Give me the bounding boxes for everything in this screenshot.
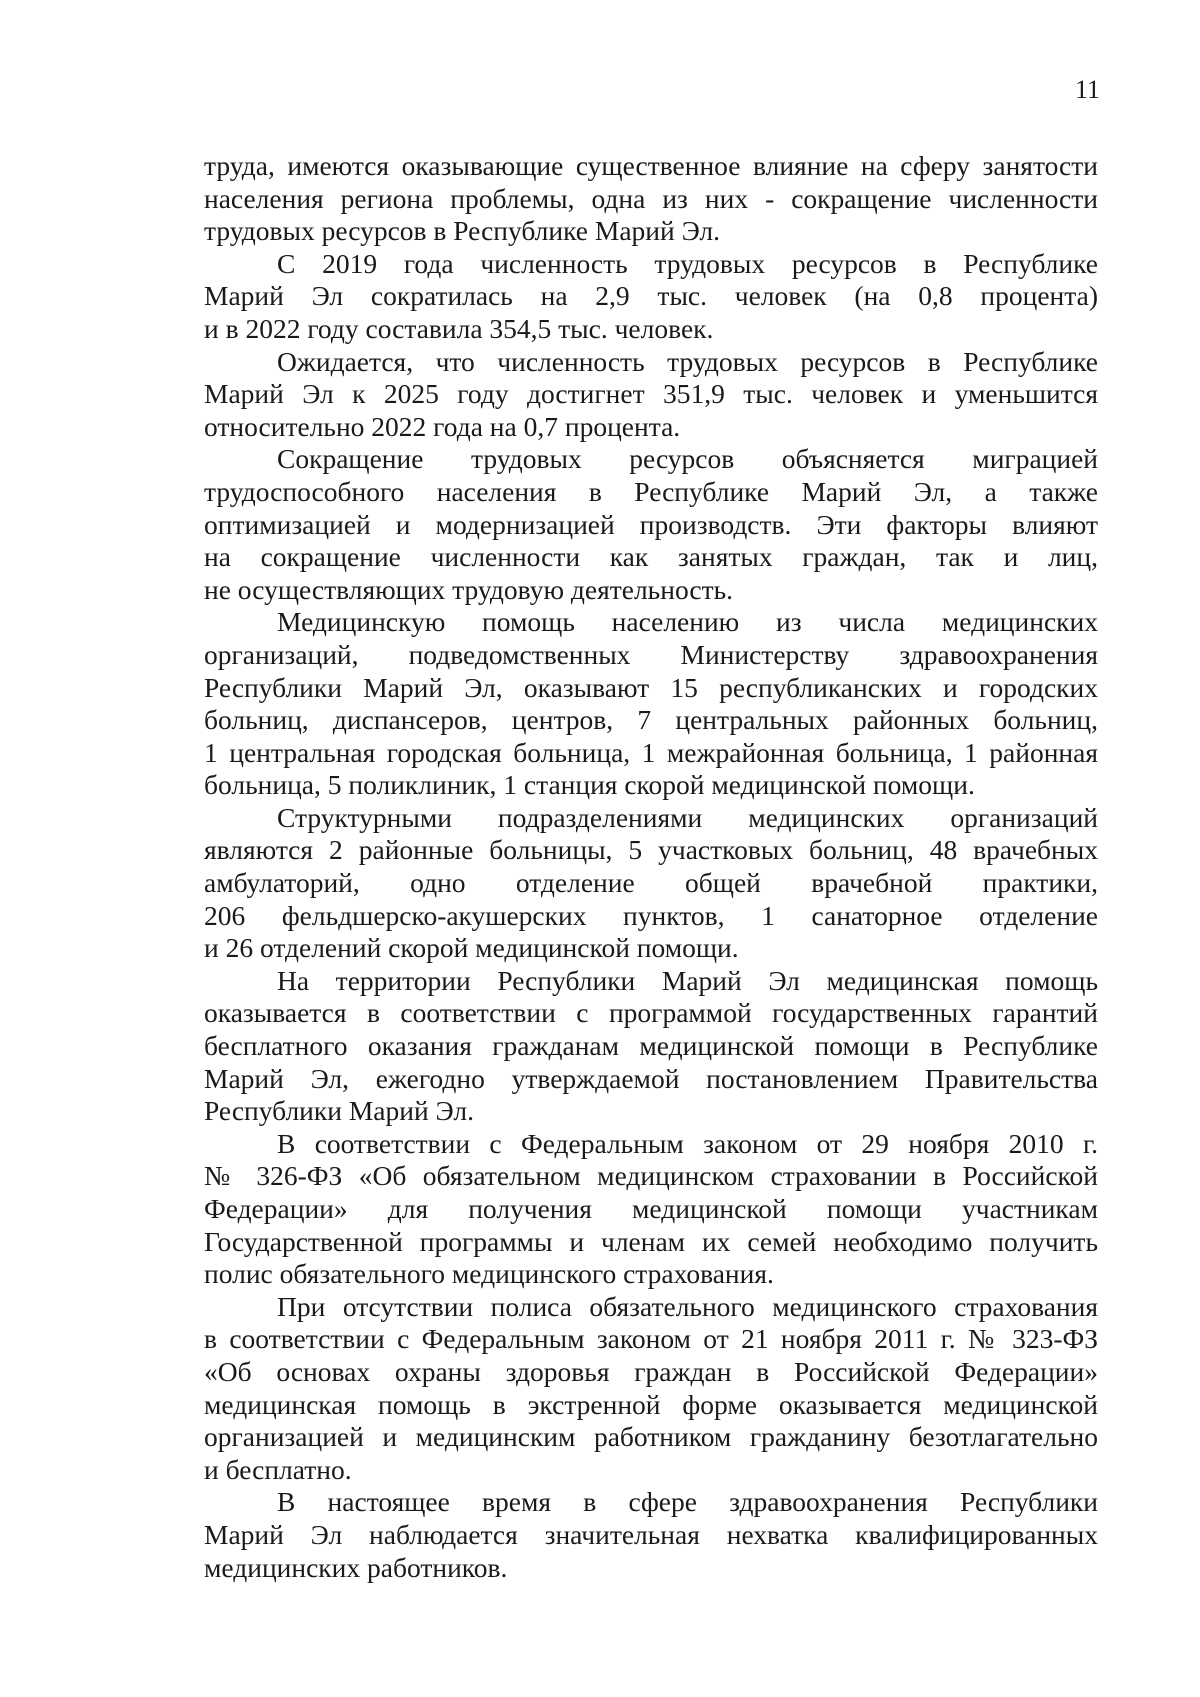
text-line: На территории Республики Марий Эл медицинская помощь (277, 964, 1098, 996)
paragraph (204, 346, 1098, 444)
text-line: медицинская помощь в экстренной форме оказывается медицинской (204, 1388, 1098, 1420)
text-line: на сокращение численности как занятых граждан, так и лиц, (204, 541, 1098, 573)
text-line: больниц, диспансеров, центров, 7 центральных районных больниц, (204, 704, 1098, 736)
text-line: Республики Марий Эл, оказывают 15 республиканских и городских (204, 671, 1098, 703)
text-line: Ожидается, что численность трудовых ресурсов в Республике (277, 345, 1098, 377)
paragraph (204, 150, 1098, 248)
text-line: и бесплатно. (204, 1453, 352, 1485)
paragraph (204, 965, 1098, 1128)
text-line: оптимизацией и модернизацией производств. Эти факторы влияют (204, 508, 1098, 540)
text-line: Медицинскую помощь населению из числа медицинских (277, 606, 1098, 638)
text-line: больница, 5 поликлиник, 1 станция скорой медицинской помощи. (204, 769, 975, 801)
text-line: В соответствии с Федеральным законом от 29 ноября 2010 г. (277, 1127, 1098, 1159)
text-line: бесплатного оказания гражданам медицинской помощи в Республике (204, 1030, 1098, 1062)
text-line: «Об основах охраны здоровья граждан в Российской Федерации» (204, 1355, 1098, 1387)
paragraph (204, 1128, 1098, 1291)
text-line: и 26 отделений скорой медицинской помощи. (204, 932, 739, 964)
text-line: организаций, подведомственных Министерству здравоохранения (204, 638, 1098, 670)
page-number: 11 (1074, 75, 1100, 104)
text-line: 206 фельдшерско-акушерских пунктов, 1 санаторное отделение (204, 899, 1098, 931)
text-line: медицинских работников. (204, 1551, 508, 1583)
text-line: оказывается в соответствии с программой государственных гарантий (204, 997, 1098, 1029)
text-line: Марий Эл наблюдается значительная нехватка квалифицированных (204, 1518, 1098, 1550)
text-line: № 326-ФЗ «Об обязательном медицинском страховании в Российской (204, 1160, 1098, 1192)
text-line: 1 центральная городская больница, 1 межрайонная больница, 1 районная (204, 736, 1098, 768)
text-line: Сокращение трудовых ресурсов объясняется миграцией (277, 443, 1098, 475)
text-line: относительно 2022 года на 0,7 процента. (204, 410, 681, 442)
paragraph (204, 1486, 1098, 1584)
text-line: Федерации» для получения медицинской помощи участникам (204, 1193, 1098, 1224)
text-line: Марий Эл к 2025 году достигнет 351,9 тыс. человек и уменьшится (204, 378, 1098, 410)
text-line: организацией и медицинским работником гражданину безотлагательно (204, 1421, 1098, 1453)
text-line: Структурными подразделениями медицинских организаций (277, 801, 1098, 833)
text-line: являются 2 районные больницы, 5 участковых больниц, 48 врачебных (204, 834, 1098, 866)
paragraph (204, 1291, 1098, 1487)
text-line: трудовых ресурсов в Республике Марий Эл. (204, 215, 720, 247)
text-line: Марий Эл сократилась на 2,9 тыс. человек (на 0,8 процента) (204, 280, 1098, 312)
text-line: и в 2022 году составила 354,5 тыс. человек. (204, 312, 714, 344)
text-line: С 2019 года численность трудовых ресурсов в Республике (277, 247, 1098, 279)
text-line: труда, имеются оказывающие существенное влияние на сферу занятости (204, 150, 1098, 181)
text-line: При отсутствии полиса обязательного медицинского страхования (277, 1290, 1098, 1322)
paragraph (204, 802, 1098, 965)
text-line: Государственной программы и членам их семей необходимо получить (204, 1225, 1098, 1257)
paragraph (204, 443, 1098, 606)
text-line: Республики Марий Эл. (204, 1095, 474, 1127)
paragraph (204, 606, 1098, 802)
document-body (204, 150, 1098, 1584)
text-line: населения региона проблемы, одна из них - сокращение численности (204, 182, 1098, 214)
text-line: В настоящее время в сфере здравоохранения Республики (277, 1486, 1098, 1518)
text-line: в соответствии с Федеральным законом от 21 ноября 2011 г. № 323-ФЗ (204, 1323, 1098, 1355)
text-line: не осуществляющих трудовую деятельность. (204, 573, 734, 605)
text-line: Марий Эл, ежегодно утверждаемой постановлением Правительства (204, 1062, 1098, 1094)
text-line: трудоспособного населения в Республике Марий Эл, а также (204, 475, 1098, 507)
text-line: амбулаторий, одно отделение общей врачебной практики, (204, 867, 1098, 899)
paragraph (204, 248, 1098, 346)
text-line: полис обязательного медицинского страхования. (204, 1258, 774, 1290)
